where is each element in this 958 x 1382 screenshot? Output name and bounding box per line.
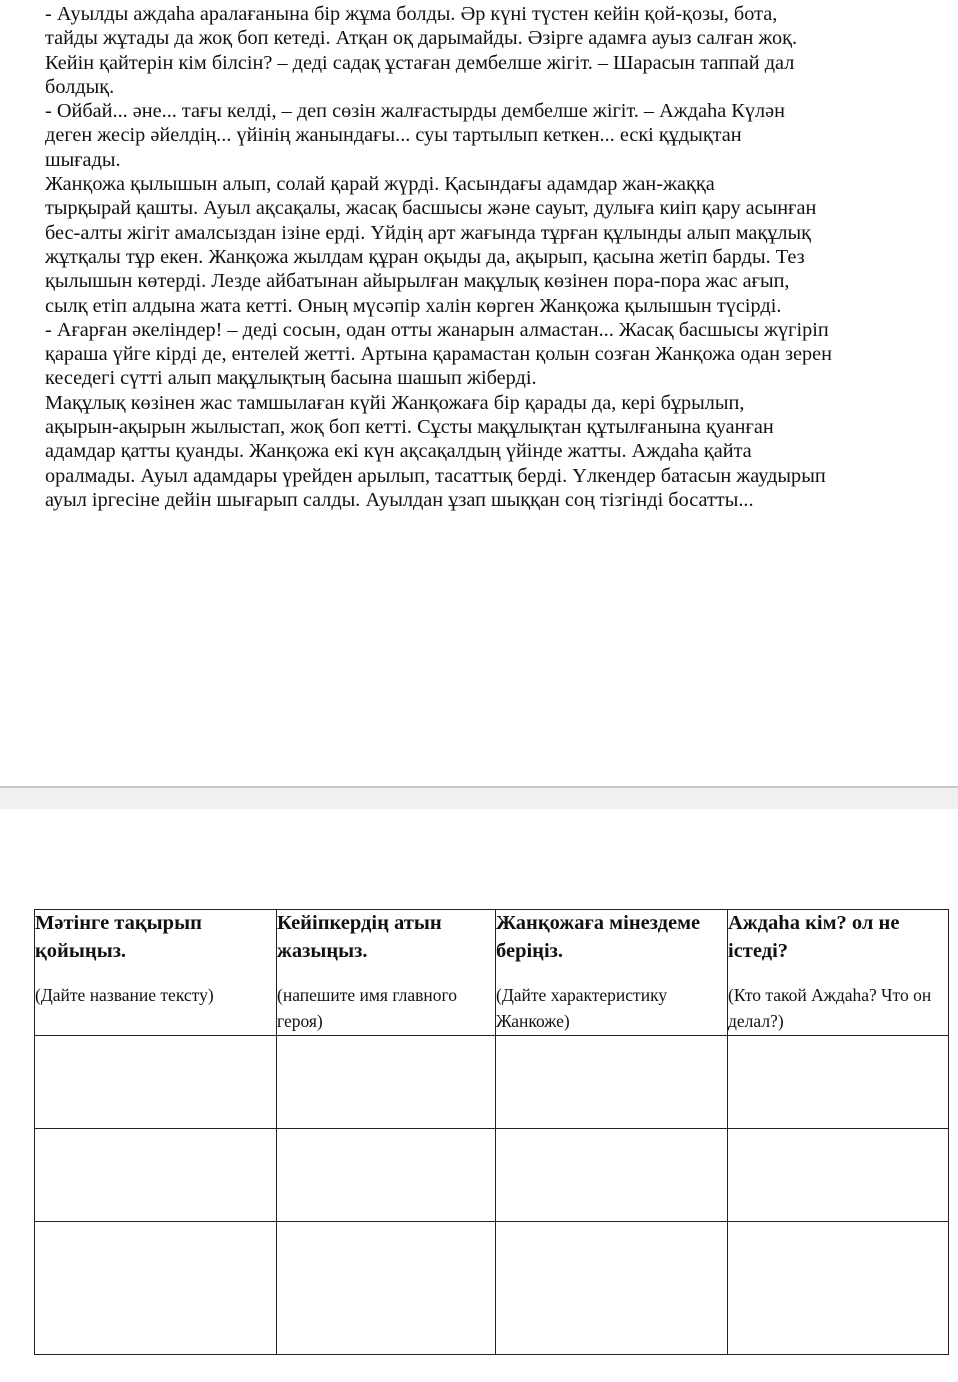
story-line: Жанқожа қылышын алып, солай қарай жүрді. Қасындағы адамдар жан-жаққа xyxy=(45,173,715,196)
page-break-separator xyxy=(0,786,958,811)
worksheet-table xyxy=(34,909,949,1355)
story-line: Мақұлық көзінен жас тамшылаған күйі Жанқожаға бір қарады да, кері бұрылып, xyxy=(45,391,745,414)
answer-cell[interactable] xyxy=(35,1222,277,1355)
story-line: тайды жұтады да жоқ боп кетеді. Атқан оқ дарымайды. Әзірге адамға ауыз салған жоқ. xyxy=(45,27,798,50)
story-line: Кейін қайтерін кім білсін? – деді садақ ұстаған дембелше жігіт. – Шарасын таппай дал xyxy=(45,51,795,74)
answer-cell[interactable] xyxy=(277,1036,496,1129)
story-line: сылқ етіп алдына жата кетті. Оның мүсәпір халін көрген Жанқожа қылышын түсірді. xyxy=(45,294,782,317)
answer-cell[interactable] xyxy=(728,1036,949,1129)
header-question: Аждаһа кім? ол не істеді? xyxy=(728,912,900,962)
table-row xyxy=(35,1036,949,1129)
header-hint: (Дайте название тексту) xyxy=(35,985,214,1005)
story-text xyxy=(45,2,925,512)
header-question: Мәтінге тақырып қойыңыз. xyxy=(35,912,202,962)
story-line: деген жесір әйелдің... үйінің жанындағы... суы тартылып кеткен... ескі құдықтан xyxy=(45,124,742,147)
answer-cell[interactable] xyxy=(277,1129,496,1222)
story-line: тырқырай қашты. Ауыл ақсақалы, жасақ басшысы және сауыт, дулыға киіп қару асынған xyxy=(45,197,817,220)
story-line: адамдар қатты қуанды. Жанқожа екі күн ақсақалдың үйінде жатты. Аждаһа қайта xyxy=(45,440,752,463)
answer-cell[interactable] xyxy=(728,1222,949,1355)
story-line: жұтқалы тұр екен. Жанқожа жылдам құран оқыды да, ақырып, қасына жетіп барды. Тез xyxy=(45,245,805,268)
answer-cell[interactable] xyxy=(496,1129,728,1222)
table-header-row xyxy=(35,910,949,1036)
answer-cell[interactable] xyxy=(496,1222,728,1355)
header-question: Кейіпкердің атын жазыңыз. xyxy=(277,912,442,962)
header-hint: (Дайте характеристику Жанкоже) xyxy=(496,985,668,1031)
story-line: - Ағарған әкеліндер! – деді сосын, одан отты жанарын алмастан... Жасақ басшысы жүгіріп xyxy=(45,318,829,341)
header-hint: (Кто такой Аждаһа? Что он делал?) xyxy=(728,985,932,1031)
header-cell-hero-name xyxy=(277,910,496,1036)
story-line: бес-алты жігіт амалсыздан ізіне ерді. Үйдің арт жағында тұрған құлынды алып мақұлық xyxy=(45,221,811,244)
story-line: ауыл іргесіне дейін шығарып салды. Ауылдан ұзап шыққан соң тізгінді босатты... xyxy=(45,488,754,511)
header-hint: (напешите имя главного героя) xyxy=(277,985,458,1031)
header-question: Жанқожаға мінездеме беріңіз. xyxy=(496,912,701,962)
header-cell-dragon xyxy=(728,910,949,1036)
header-cell-title xyxy=(35,910,277,1036)
story-line: болдық. xyxy=(45,75,115,98)
story-line: қылышын көтерді. Лезде айбатынан айырылған мақұлық көзінен пора-пора жас ағып, xyxy=(45,270,790,293)
story-line: - Ауылды аждаһа аралағанына бір жұма болды. Әр күні түстен кейін қой-қозы, бота, xyxy=(45,3,778,25)
answer-cell[interactable] xyxy=(35,1129,277,1222)
header-cell-characteristic xyxy=(496,910,728,1036)
answer-cell[interactable] xyxy=(496,1036,728,1129)
story-line: ақырын-ақырын жылыстап, жоқ боп кетті. Сұсты мақұлықтан құтылғанына қуанған xyxy=(45,416,774,439)
table-row xyxy=(35,1222,949,1355)
answer-cell[interactable] xyxy=(277,1222,496,1355)
story-line: қараша үйге кірді де, ентелей жетті. Артына қарамастан қолын созған Жанқожа одан зерен xyxy=(45,343,833,366)
story-line: оралмады. Ауыл адамдары үрейден арылып, тасаттық берді. Үлкендер батасын жаудырып xyxy=(45,464,826,487)
answer-cell[interactable] xyxy=(728,1129,949,1222)
answer-cell[interactable] xyxy=(35,1036,277,1129)
story-line: шығады. xyxy=(45,148,121,171)
story-line: кеседегі сүтті алып мақұлықтың басына шашып жіберді. xyxy=(45,367,537,390)
table-row xyxy=(35,1129,949,1222)
story-line: - Ойбай... әне... тағы келді, – деп сөзін жалғастырды дембелше жігіт. – Аждаһа Күлән xyxy=(45,100,785,123)
